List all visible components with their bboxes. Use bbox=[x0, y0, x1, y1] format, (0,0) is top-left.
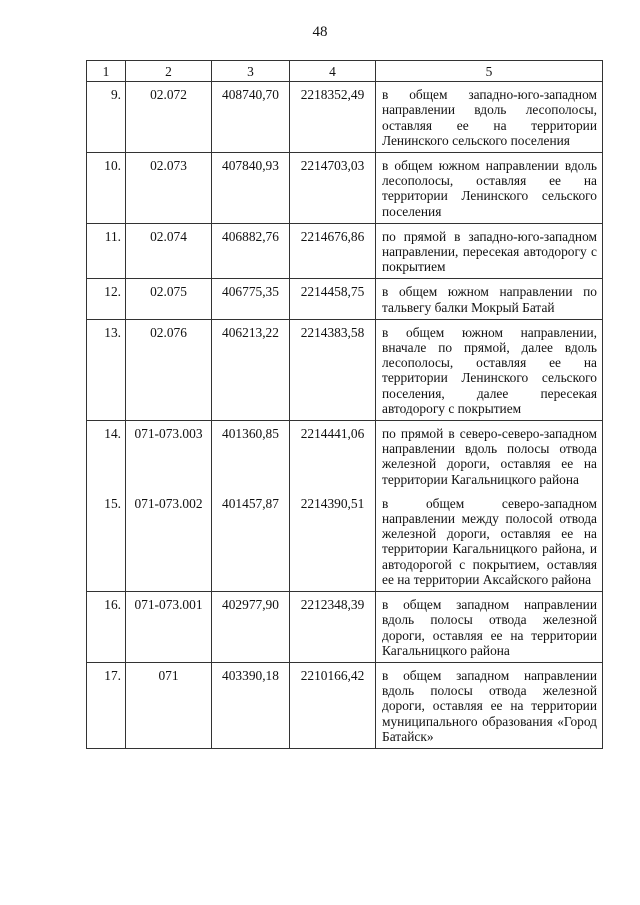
coordinate-y: 2210166,42 bbox=[290, 662, 376, 748]
coordinate-y: 2214676,86 bbox=[290, 223, 376, 279]
header-col-2: 2 bbox=[126, 61, 212, 82]
boundary-description: по прямой в западно-юго-западном направлении, пересекая автодорогу с покрытием bbox=[376, 223, 603, 279]
point-code: 02.073 bbox=[126, 153, 212, 224]
table-row bbox=[87, 662, 603, 748]
table-row bbox=[87, 153, 603, 224]
point-code: 071-073.003 bbox=[126, 421, 212, 491]
boundary-description: в общем южном направлении, вначале по прямой, далее вдоль лесополосы, оставляя ее на территории Ленинского сельского поселения, далее пересекая автодорогу с покрытием bbox=[376, 319, 603, 420]
table-row bbox=[87, 491, 603, 592]
boundary-description: в общем западном направлении вдоль полосы отвода железной дороги, оставляя ее на территории Кагальницкого района bbox=[376, 592, 603, 663]
row-number: 9. bbox=[87, 82, 126, 153]
coordinate-x: 407840,93 bbox=[212, 153, 290, 224]
point-code: 02.074 bbox=[126, 223, 212, 279]
boundary-description: в общем западном направлении вдоль полосы отвода железной дороги, оставляя ее на территории муниципального образования «Город Батайск» bbox=[376, 662, 603, 748]
point-code: 02.076 bbox=[126, 319, 212, 420]
boundary-description: в общем южном направлении вдоль лесополосы, оставляя ее на территории Ленинского сельского поселения bbox=[376, 153, 603, 224]
row-number: 10. bbox=[87, 153, 126, 224]
row-number: 16. bbox=[87, 592, 126, 663]
point-code: 02.075 bbox=[126, 279, 212, 319]
row-number: 17. bbox=[87, 662, 126, 748]
header-col-4: 4 bbox=[290, 61, 376, 82]
boundary-description: в общем южном направлении по тальвегу балки Мокрый Батай bbox=[376, 279, 603, 319]
table-row bbox=[87, 319, 603, 420]
point-code: 071-073.002 bbox=[126, 491, 212, 592]
coordinate-x: 403390,18 bbox=[212, 662, 290, 748]
coordinate-y: 2214441,06 bbox=[290, 421, 376, 491]
header-col-5: 5 bbox=[376, 61, 603, 82]
coordinate-y: 2214458,75 bbox=[290, 279, 376, 319]
row-number: 12. bbox=[87, 279, 126, 319]
coordinate-x: 406213,22 bbox=[212, 319, 290, 420]
boundary-description: в общем западно-юго-западном направлении вдоль лесополосы, оставляя ее на территории Ленинского сельского поселения bbox=[376, 82, 603, 153]
coordinate-y: 2214383,58 bbox=[290, 319, 376, 420]
header-col-3: 3 bbox=[212, 61, 290, 82]
coordinate-x: 406775,35 bbox=[212, 279, 290, 319]
coordinate-y: 2218352,49 bbox=[290, 82, 376, 153]
boundary-description: в общем северо-западном направлении между полосой отвода железной дороги, оставляя ее на территории Кагальницкого района, и автодорогой с покрытием, оставляя ее на территории Аксайского района bbox=[376, 491, 603, 592]
coordinate-x: 402977,90 bbox=[212, 592, 290, 663]
coordinate-x: 406882,76 bbox=[212, 223, 290, 279]
table-row bbox=[87, 592, 603, 663]
point-code: 071 bbox=[126, 662, 212, 748]
coordinate-y: 2214703,03 bbox=[290, 153, 376, 224]
coordinate-y: 2212348,39 bbox=[290, 592, 376, 663]
row-number: 13. bbox=[87, 319, 126, 420]
coordinate-x: 401457,87 bbox=[212, 491, 290, 592]
coordinate-y: 2214390,51 bbox=[290, 491, 376, 592]
point-code: 02.072 bbox=[126, 82, 212, 153]
table-row bbox=[87, 421, 603, 491]
coordinate-x: 408740,70 bbox=[212, 82, 290, 153]
boundary-points-table bbox=[86, 60, 603, 749]
table-header-row bbox=[87, 61, 603, 82]
point-code: 071-073.001 bbox=[126, 592, 212, 663]
coordinate-x: 401360,85 bbox=[212, 421, 290, 491]
row-number: 11. bbox=[87, 223, 126, 279]
table-row bbox=[87, 223, 603, 279]
table-row bbox=[87, 82, 603, 153]
row-number: 14. bbox=[87, 421, 126, 491]
header-col-1: 1 bbox=[87, 61, 126, 82]
page-number: 48 bbox=[312, 24, 328, 40]
table-row bbox=[87, 279, 603, 319]
row-number: 15. bbox=[87, 491, 126, 592]
boundary-description: по прямой в северо-северо-западном направлении вдоль полосы отвода железной дороги, оставляя ее на территории Кагальницкого района bbox=[376, 421, 603, 491]
